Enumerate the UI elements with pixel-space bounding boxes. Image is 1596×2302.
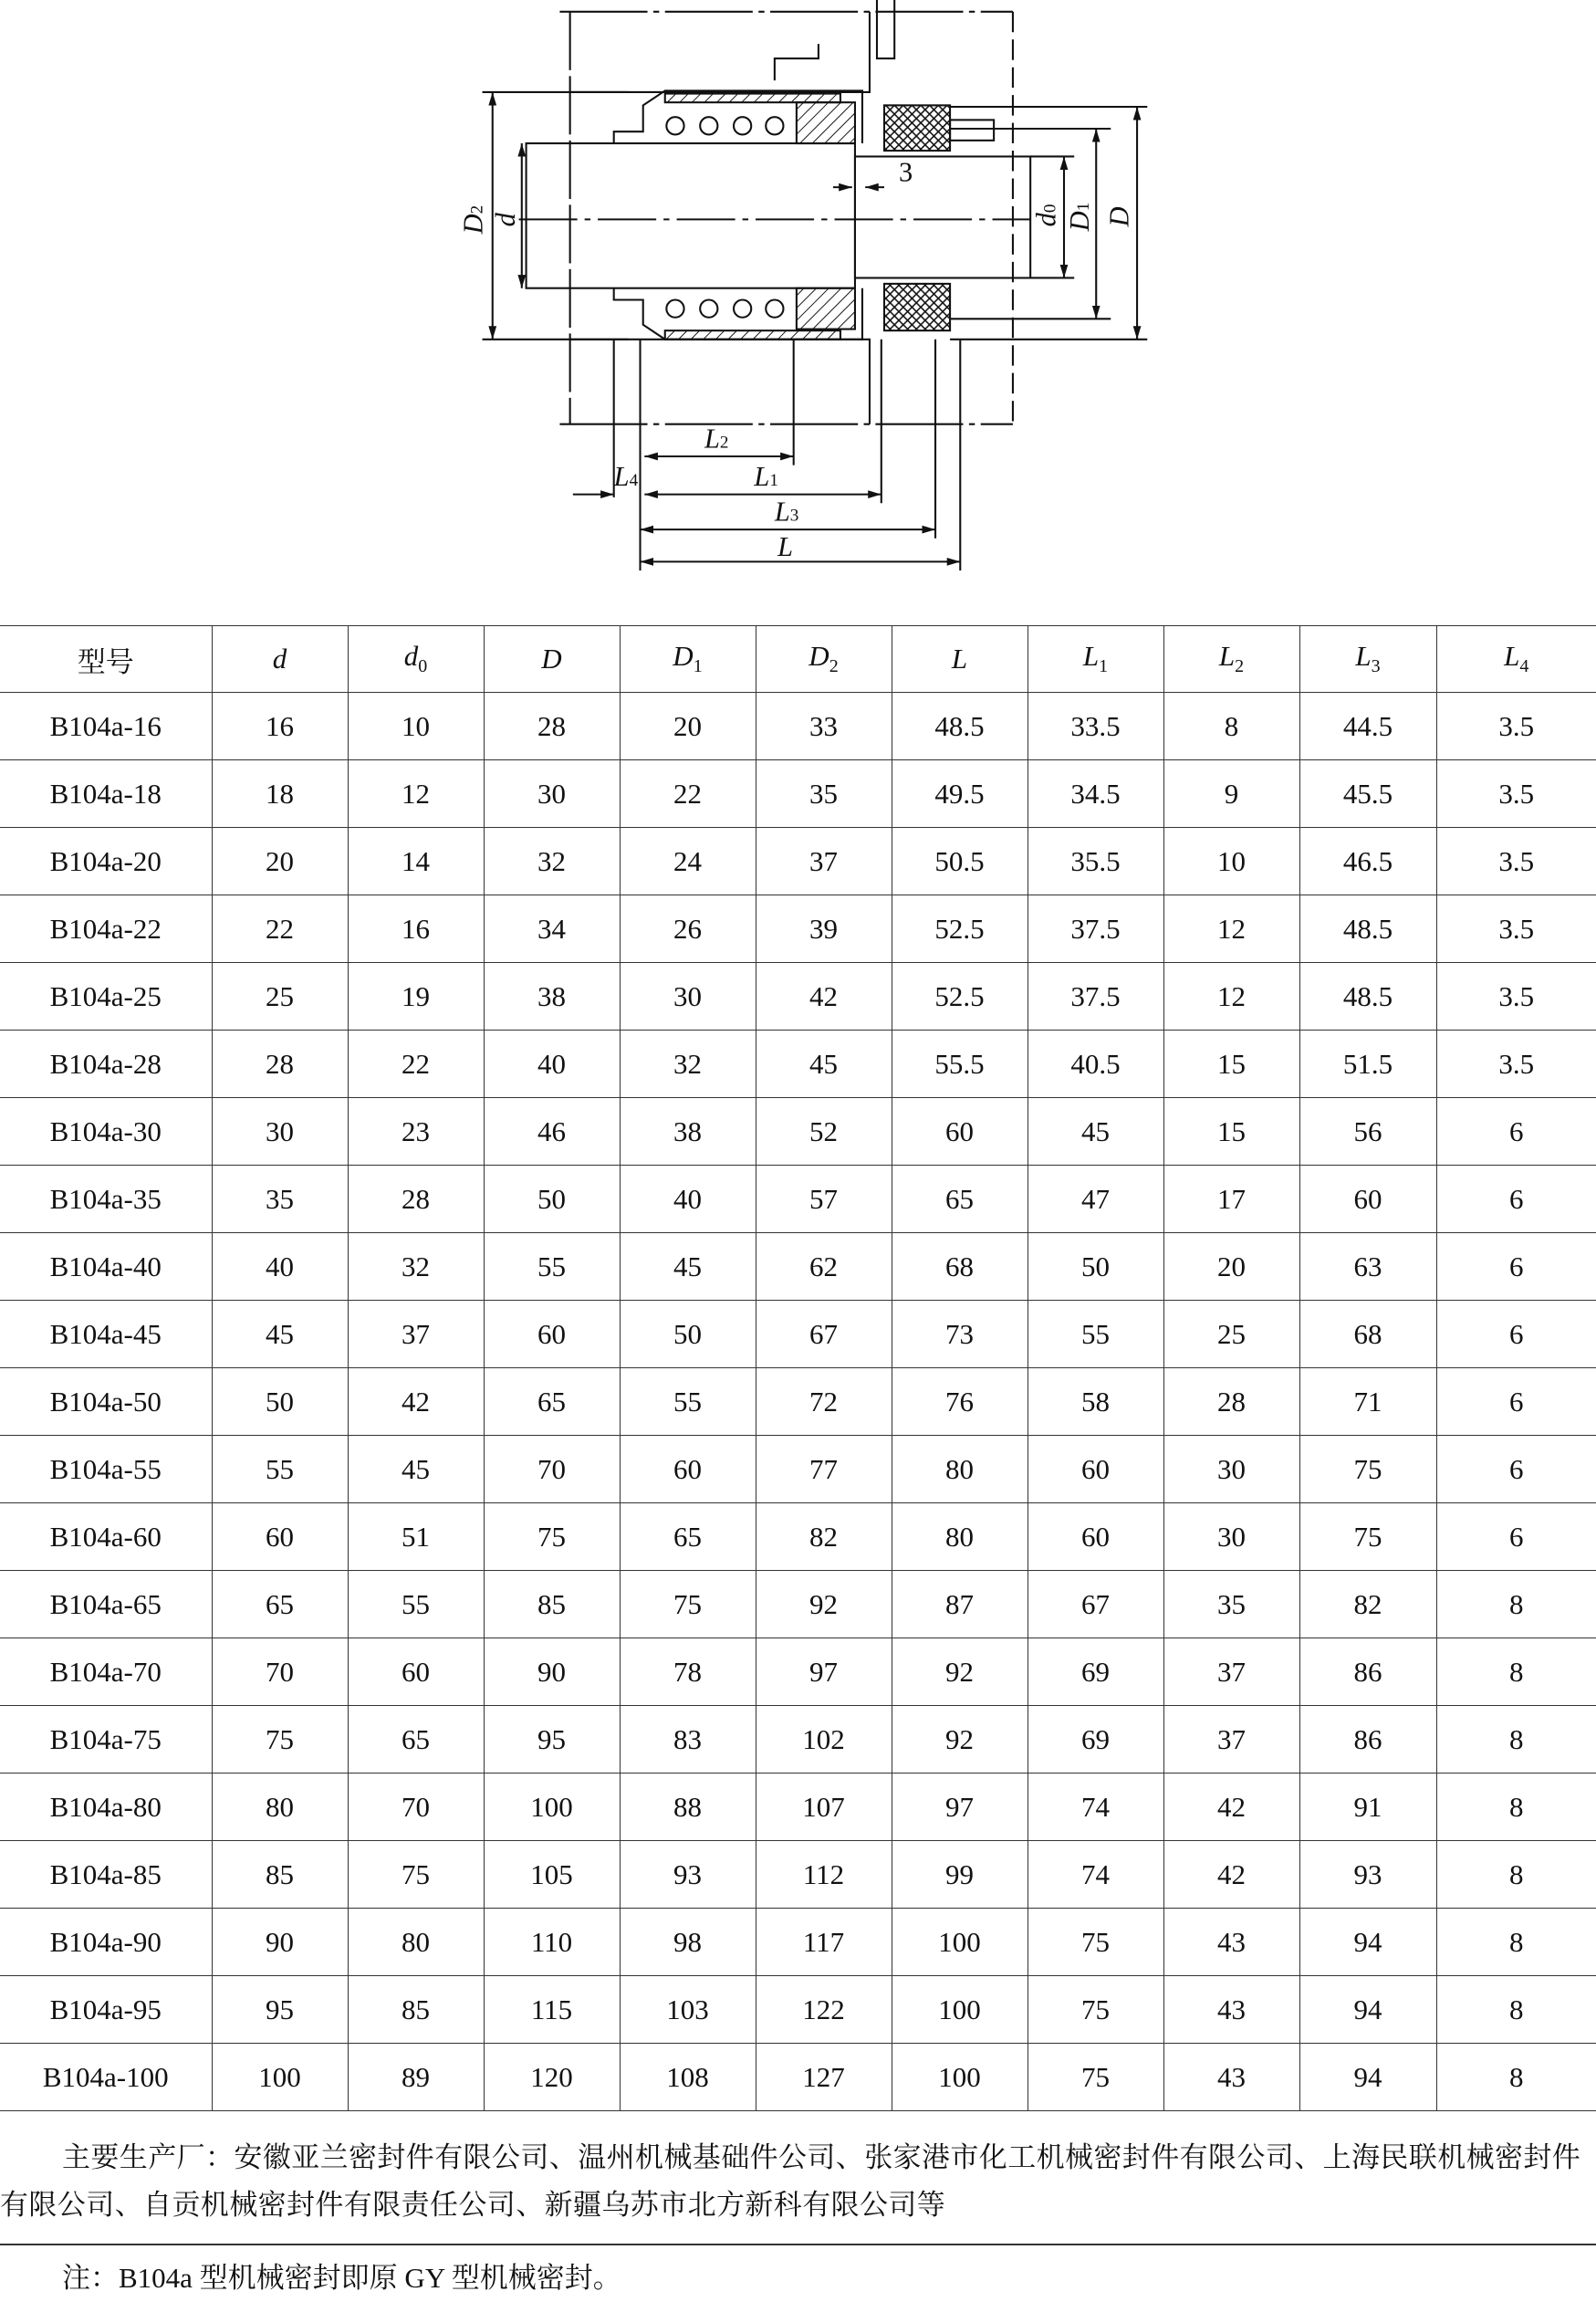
model-cell: B104a-50 [0, 1368, 212, 1436]
value-cell: 70 [484, 1436, 620, 1503]
value-cell: 32 [620, 1031, 756, 1098]
header-symbol: D [808, 640, 829, 673]
value-cell: 88 [620, 1774, 756, 1841]
header-symbol: D [673, 640, 694, 673]
value-cell: 90 [484, 1638, 620, 1706]
value-cell: 22 [212, 895, 348, 963]
model-cell: B104a-90 [0, 1909, 212, 1976]
value-cell: 6 [1436, 1503, 1596, 1571]
value-cell: 94 [1299, 2044, 1436, 2111]
value-cell: 6 [1436, 1436, 1596, 1503]
value-cell: 52.5 [892, 895, 1027, 963]
value-cell: 33 [756, 693, 892, 760]
table-row [0, 1436, 1596, 1503]
value-cell: 28 [1163, 1368, 1299, 1436]
value-cell: 75 [1027, 2044, 1163, 2111]
value-cell: 97 [892, 1774, 1027, 1841]
value-cell: 37 [756, 828, 892, 895]
value-cell: 12 [348, 760, 484, 828]
value-cell: 77 [756, 1436, 892, 1503]
value-cell: 74 [1027, 1841, 1163, 1909]
value-cell: 83 [620, 1706, 756, 1774]
value-cell: 28 [484, 693, 620, 760]
value-cell: 10 [348, 693, 484, 760]
value-cell: 70 [212, 1638, 348, 1706]
value-cell: 55 [348, 1571, 484, 1638]
value-cell: 30 [212, 1098, 348, 1166]
value-cell: 89 [348, 2044, 484, 2111]
value-cell: 3.5 [1436, 828, 1596, 895]
value-cell: 71 [1299, 1368, 1436, 1436]
value-cell: 94 [1299, 1909, 1436, 1976]
value-cell: 42 [756, 963, 892, 1031]
table-row [0, 895, 1596, 963]
value-cell: 35 [212, 1166, 348, 1233]
value-cell: 122 [756, 1976, 892, 2044]
value-cell: 80 [892, 1503, 1027, 1571]
label-D: D [1103, 206, 1135, 227]
value-cell: 8 [1436, 1638, 1596, 1706]
value-cell: 60 [1027, 1436, 1163, 1503]
value-cell: 23 [348, 1098, 484, 1166]
value-cell: 14 [348, 828, 484, 895]
value-cell: 50 [484, 1166, 620, 1233]
value-cell: 50 [1027, 1233, 1163, 1301]
header-symbol: L [1504, 640, 1520, 673]
value-cell: 28 [348, 1166, 484, 1233]
table-row [0, 1301, 1596, 1368]
table-row [0, 1638, 1596, 1706]
value-cell: 12 [1163, 963, 1299, 1031]
value-cell: 51.5 [1299, 1031, 1436, 1098]
value-cell: 60 [212, 1503, 348, 1571]
value-cell: 75 [1299, 1436, 1436, 1503]
value-cell: 26 [620, 895, 756, 963]
value-cell: 28 [212, 1031, 348, 1098]
value-cell: 3.5 [1436, 760, 1596, 828]
table-row [0, 1233, 1596, 1301]
value-cell: 69 [1027, 1706, 1163, 1774]
value-cell: 38 [484, 963, 620, 1031]
value-cell: 95 [484, 1706, 620, 1774]
value-cell: 37.5 [1027, 963, 1163, 1031]
mechanical-seal-drawing [0, 0, 1596, 585]
value-cell: 52 [756, 1098, 892, 1166]
table-row [0, 1166, 1596, 1233]
value-cell: 63 [1299, 1233, 1436, 1301]
value-cell: 65 [620, 1503, 756, 1571]
value-cell: 65 [212, 1571, 348, 1638]
label-gap-3: 3 [899, 156, 913, 188]
header-subscript: 1 [693, 656, 703, 677]
value-cell: 8 [1436, 1976, 1596, 2044]
value-cell: 44.5 [1299, 693, 1436, 760]
value-cell: 8 [1436, 1706, 1596, 1774]
table-row [0, 1098, 1596, 1166]
value-cell: 45 [212, 1301, 348, 1368]
value-cell: 80 [348, 1909, 484, 1976]
value-cell: 86 [1299, 1706, 1436, 1774]
table-row [0, 1976, 1596, 2044]
value-cell: 3.5 [1436, 963, 1596, 1031]
manufacturers-text: 主要生产厂：安徽亚兰密封件有限公司、温州机械基础件公司、张家港市化工机械密封件有限公司、上海民联机械密封件有限公司、自贡机械密封件有限责任公司、新疆乌苏市北方新科有限公司等 [0, 2141, 1581, 2221]
value-cell: 95 [212, 1976, 348, 2044]
value-cell: 110 [484, 1909, 620, 1976]
value-cell: 62 [756, 1233, 892, 1301]
value-cell: 75 [1299, 1503, 1436, 1571]
value-cell: 17 [1163, 1166, 1299, 1233]
value-cell: 30 [1163, 1503, 1299, 1571]
value-cell: 55 [620, 1368, 756, 1436]
value-cell: 68 [892, 1233, 1027, 1301]
value-cell: 99 [892, 1841, 1027, 1909]
value-cell: 57 [756, 1166, 892, 1233]
header-subscript: 4 [1519, 656, 1529, 677]
value-cell: 82 [756, 1503, 892, 1571]
header-subscript: 2 [829, 656, 839, 677]
value-cell: 35 [1163, 1571, 1299, 1638]
value-cell: 20 [620, 693, 756, 760]
value-cell: 65 [484, 1368, 620, 1436]
value-cell: 45 [348, 1436, 484, 1503]
value-cell: 22 [348, 1031, 484, 1098]
value-cell: 65 [892, 1166, 1027, 1233]
value-cell: 48.5 [1299, 895, 1436, 963]
value-cell: 103 [620, 1976, 756, 2044]
value-cell: 86 [1299, 1638, 1436, 1706]
value-cell: 85 [348, 1976, 484, 2044]
value-cell: 76 [892, 1368, 1027, 1436]
header-symbol: L [1082, 640, 1100, 673]
value-cell: 100 [892, 1909, 1027, 1976]
header-subscript: 1 [1099, 656, 1109, 677]
value-cell: 92 [756, 1571, 892, 1638]
value-cell: 60 [892, 1098, 1027, 1166]
value-cell: 52.5 [892, 963, 1027, 1031]
value-cell: 3.5 [1436, 895, 1596, 963]
value-cell: 33.5 [1027, 693, 1163, 760]
value-cell: 117 [756, 1909, 892, 1976]
value-cell: 3.5 [1436, 693, 1596, 760]
table-row [0, 963, 1596, 1031]
value-cell: 46.5 [1299, 828, 1436, 895]
value-cell: 107 [756, 1774, 892, 1841]
value-cell: 35.5 [1027, 828, 1163, 895]
table-row [0, 1031, 1596, 1098]
value-cell: 100 [892, 1976, 1027, 2044]
value-cell: 6 [1436, 1301, 1596, 1368]
model-cell: B104a-60 [0, 1503, 212, 1571]
value-cell: 32 [484, 828, 620, 895]
value-cell: 50.5 [892, 828, 1027, 895]
value-cell: 45 [1027, 1098, 1163, 1166]
value-cell: 56 [1299, 1098, 1436, 1166]
value-cell: 65 [348, 1706, 484, 1774]
value-cell: 75 [1027, 1909, 1163, 1976]
value-cell: 100 [212, 2044, 348, 2111]
model-cell: B104a-25 [0, 963, 212, 1031]
value-cell: 39 [756, 895, 892, 963]
column-header [756, 626, 892, 693]
value-cell: 80 [212, 1774, 348, 1841]
value-cell: 35 [756, 760, 892, 828]
value-cell: 40.5 [1027, 1031, 1163, 1098]
column-header [1436, 626, 1596, 693]
label-L: L [777, 530, 793, 562]
value-cell: 37 [1163, 1706, 1299, 1774]
value-cell: 74 [1027, 1774, 1163, 1841]
value-cell: 15 [1163, 1031, 1299, 1098]
column-header [1163, 626, 1299, 693]
label-D1: D1 [1064, 202, 1096, 232]
value-cell: 68 [1299, 1301, 1436, 1368]
column-header [620, 626, 756, 693]
header-subscript: 2 [1235, 656, 1245, 677]
model-cell: B104a-55 [0, 1436, 212, 1503]
value-cell: 100 [892, 2044, 1027, 2111]
value-cell: 97 [756, 1638, 892, 1706]
value-cell: 48.5 [892, 693, 1027, 760]
value-cell: 45 [620, 1233, 756, 1301]
label-L2: L2 [704, 423, 729, 455]
value-cell: 34 [484, 895, 620, 963]
value-cell: 51 [348, 1503, 484, 1571]
value-cell: 90 [212, 1909, 348, 1976]
seal-dimension-table [0, 625, 1596, 2111]
value-cell: 47 [1027, 1166, 1163, 1233]
value-cell: 10 [1163, 828, 1299, 895]
value-cell: 8 [1163, 693, 1299, 760]
table-row [0, 1368, 1596, 1436]
value-cell: 55 [1027, 1301, 1163, 1368]
model-cell: B104a-45 [0, 1301, 212, 1368]
table-row [0, 828, 1596, 895]
value-cell: 6 [1436, 1098, 1596, 1166]
value-cell: 43 [1163, 1909, 1299, 1976]
value-cell: 30 [484, 760, 620, 828]
value-cell: 49.5 [892, 760, 1027, 828]
value-cell: 75 [1027, 1976, 1163, 2044]
value-cell: 80 [892, 1436, 1027, 1503]
value-cell: 8 [1436, 1909, 1596, 1976]
value-cell: 42 [348, 1368, 484, 1436]
value-cell: 6 [1436, 1166, 1596, 1233]
model-cell: B104a-20 [0, 828, 212, 895]
value-cell: 70 [348, 1774, 484, 1841]
note-text: 注：B104a 型机械密封即原 GY 型机械密封。 [62, 2262, 621, 2294]
table-row [0, 2044, 1596, 2111]
table-row [0, 1571, 1596, 1638]
value-cell: 40 [620, 1166, 756, 1233]
value-cell: 20 [1163, 1233, 1299, 1301]
header-symbol: L [1218, 640, 1236, 673]
table-row [0, 760, 1596, 828]
value-cell: 91 [1299, 1774, 1436, 1841]
header-symbol: L [951, 643, 968, 675]
value-cell: 6 [1436, 1368, 1596, 1436]
value-cell: 34.5 [1027, 760, 1163, 828]
value-cell: 8 [1436, 2044, 1596, 2111]
model-cell: B104a-40 [0, 1233, 212, 1301]
value-cell: 22 [620, 760, 756, 828]
model-cell: B104a-85 [0, 1841, 212, 1909]
value-cell: 112 [756, 1841, 892, 1909]
value-cell: 92 [892, 1638, 1027, 1706]
value-cell: 72 [756, 1368, 892, 1436]
table-row [0, 1909, 1596, 1976]
value-cell: 25 [212, 963, 348, 1031]
value-cell: 9 [1163, 760, 1299, 828]
model-cell: B104a-75 [0, 1706, 212, 1774]
value-cell: 92 [892, 1706, 1027, 1774]
value-cell: 75 [348, 1841, 484, 1909]
value-cell: 50 [212, 1368, 348, 1436]
value-cell: 3.5 [1436, 1031, 1596, 1098]
value-cell: 18 [212, 760, 348, 828]
value-cell: 40 [212, 1233, 348, 1301]
label-L4: L4 [613, 461, 639, 493]
value-cell: 48.5 [1299, 963, 1436, 1031]
value-cell: 38 [620, 1098, 756, 1166]
value-cell: 40 [484, 1031, 620, 1098]
header-symbol: D [541, 643, 562, 675]
value-cell: 60 [484, 1301, 620, 1368]
table-row [0, 693, 1596, 760]
label-d0: d0 [1030, 204, 1062, 227]
model-cell: B104a-65 [0, 1571, 212, 1638]
value-cell: 37 [1163, 1638, 1299, 1706]
value-cell: 12 [1163, 895, 1299, 963]
value-cell: 115 [484, 1976, 620, 2044]
column-header [1027, 626, 1163, 693]
value-cell: 120 [484, 2044, 620, 2111]
value-cell: 30 [1163, 1436, 1299, 1503]
value-cell: 8 [1436, 1571, 1596, 1638]
value-cell: 45 [756, 1031, 892, 1098]
model-cell: B104a-95 [0, 1976, 212, 2044]
value-cell: 82 [1299, 1571, 1436, 1638]
table-row [0, 1841, 1596, 1909]
header-symbol: L [1355, 640, 1372, 673]
value-cell: 102 [756, 1706, 892, 1774]
value-cell: 60 [1299, 1166, 1436, 1233]
model-cell: B104a-22 [0, 895, 212, 963]
value-cell: 93 [1299, 1841, 1436, 1909]
model-cell: B104a-28 [0, 1031, 212, 1098]
value-cell: 37.5 [1027, 895, 1163, 963]
label-d: d [489, 213, 521, 227]
value-cell: 69 [1027, 1638, 1163, 1706]
column-header [0, 626, 212, 693]
value-cell: 55.5 [892, 1031, 1027, 1098]
value-cell: 30 [620, 963, 756, 1031]
value-cell: 60 [1027, 1503, 1163, 1571]
header-symbol: d [403, 640, 419, 673]
value-cell: 16 [348, 895, 484, 963]
value-cell: 75 [620, 1571, 756, 1638]
value-cell: 24 [620, 828, 756, 895]
value-cell: 78 [620, 1638, 756, 1706]
value-cell: 37 [348, 1301, 484, 1368]
value-cell: 46 [484, 1098, 620, 1166]
value-cell: 67 [1027, 1571, 1163, 1638]
value-cell: 108 [620, 2044, 756, 2111]
header-subscript: 3 [1371, 656, 1381, 677]
table-row [0, 1503, 1596, 1571]
value-cell: 42 [1163, 1841, 1299, 1909]
value-cell: 20 [212, 828, 348, 895]
value-cell: 67 [756, 1301, 892, 1368]
value-cell: 100 [484, 1774, 620, 1841]
value-cell: 25 [1163, 1301, 1299, 1368]
label-L3: L3 [774, 496, 799, 528]
value-cell: 55 [484, 1233, 620, 1301]
label-L1: L1 [754, 461, 778, 493]
value-cell: 75 [212, 1706, 348, 1774]
table-row [0, 1706, 1596, 1774]
value-cell: 87 [892, 1571, 1027, 1638]
value-cell: 45.5 [1299, 760, 1436, 828]
value-cell: 93 [620, 1841, 756, 1909]
model-cell: B104a-30 [0, 1098, 212, 1166]
value-cell: 73 [892, 1301, 1027, 1368]
model-cell: B104a-100 [0, 2044, 212, 2111]
model-cell: B104a-16 [0, 693, 212, 760]
value-cell: 60 [348, 1638, 484, 1706]
value-cell: 42 [1163, 1774, 1299, 1841]
value-cell: 43 [1163, 2044, 1299, 2111]
column-header [348, 626, 484, 693]
value-cell: 98 [620, 1909, 756, 1976]
value-cell: 43 [1163, 1976, 1299, 2044]
value-cell: 94 [1299, 1976, 1436, 2044]
model-cell: B104a-18 [0, 760, 212, 828]
column-header [1299, 626, 1436, 693]
label-D2: D2 [457, 204, 489, 235]
value-cell: 85 [484, 1571, 620, 1638]
value-cell: 8 [1436, 1841, 1596, 1909]
header-symbol: d [272, 643, 287, 675]
value-cell: 8 [1436, 1774, 1596, 1841]
value-cell: 15 [1163, 1098, 1299, 1166]
model-cell: B104a-70 [0, 1638, 212, 1706]
value-cell: 60 [620, 1436, 756, 1503]
divider [0, 2244, 1596, 2245]
table-header-row [0, 626, 1596, 693]
value-cell: 50 [620, 1301, 756, 1368]
header-label: 型号 [77, 645, 134, 678]
column-header [892, 626, 1027, 693]
value-cell: 127 [756, 2044, 892, 2111]
column-header [484, 626, 620, 693]
value-cell: 16 [212, 693, 348, 760]
value-cell: 19 [348, 963, 484, 1031]
model-cell: B104a-35 [0, 1166, 212, 1233]
table-row [0, 1774, 1596, 1841]
column-header [212, 626, 348, 693]
value-cell: 55 [212, 1436, 348, 1503]
header-subscript: 0 [418, 656, 428, 677]
value-cell: 6 [1436, 1233, 1596, 1301]
value-cell: 75 [484, 1503, 620, 1571]
value-cell: 58 [1027, 1368, 1163, 1436]
value-cell: 32 [348, 1233, 484, 1301]
model-cell: B104a-80 [0, 1774, 212, 1841]
value-cell: 105 [484, 1841, 620, 1909]
value-cell: 85 [212, 1841, 348, 1909]
